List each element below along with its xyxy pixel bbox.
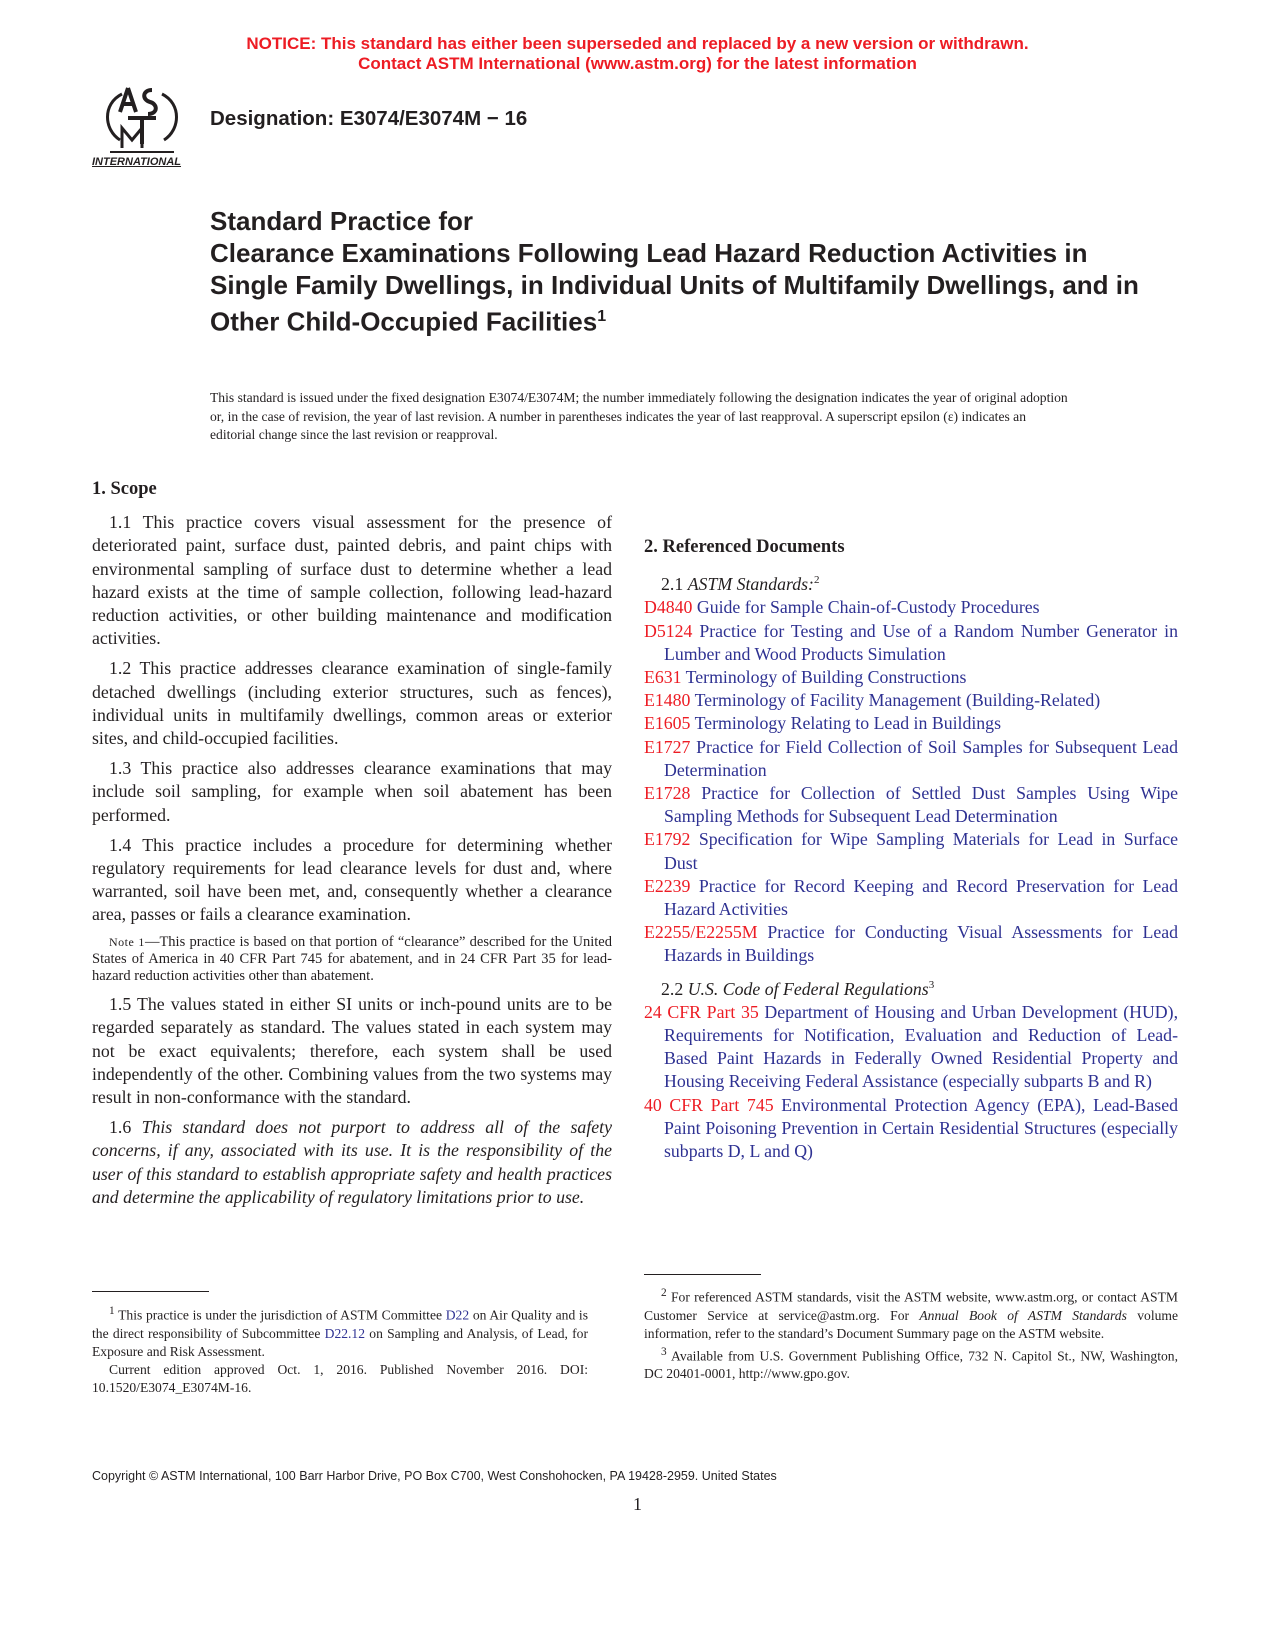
issued-statement: This standard is issued under the fixed designation E3074/E3074M; the number immediately following the designation indicates the year of original adoption or, in the case of revision, the year of last revision. A number in parentheses indicates the year of last reapproval. A superscript epsilon (ε) indicates an editorial change since the last revision or reapproval. <box>210 390 1068 442</box>
footnote-1-part-a: This practice is under the jurisdiction of ASTM Committee <box>118 1307 443 1323</box>
scope-1-6-num: 1.6 <box>109 1117 132 1138</box>
title-line-2: Clearance Examinations Following Lead Hazard Reduction Activities in Single Family Dwellings, in Individual Units of Multifamily Dwellings, and in Other Child-Occupied Facilities <box>210 238 1139 337</box>
reference-code: E2255/E2255M <box>644 922 758 943</box>
footnote-2-italic: Annual Book of ASTM Standards <box>919 1307 1127 1323</box>
reference-item[interactable] <box>644 689 1178 712</box>
astm-reference-list <box>644 596 1178 967</box>
reference-title: Practice for Field Collection of Soil Samples for Subsequent Lead Determination <box>664 736 1178 780</box>
sub1-mark: 2 <box>813 574 820 587</box>
astm-standards-subheading <box>644 569 1178 596</box>
sub2-num: 2.2 <box>661 978 684 999</box>
scope-1-1: 1.1 This practice covers visual assessment for the presence of deteriorated paint, surface dust, painted debris, and paint chips with environmental sampling of surface dust to determine whether a lead hazard exists at the time of sample collection, following lead-hazard reduction activities, or other building maintenance and modification activities. <box>92 512 612 649</box>
reference-title: Terminology of Facility Management (Building-Related) <box>694 690 1101 711</box>
reference-code: 40 CFR Part 745 <box>644 1094 774 1115</box>
reference-code: 24 CFR Part 35 <box>644 1001 759 1022</box>
right-column <box>644 536 1178 1163</box>
footnote-1 <box>92 1302 588 1361</box>
copyright-line: Copyright © ASTM International, 100 Barr Harbor Drive, PO Box C700, West Conshohocken, PA 19428-2959. United States <box>92 1469 777 1483</box>
footnote-rule-left <box>92 1291 209 1292</box>
scope-1-6 <box>92 1116 612 1209</box>
footnote-rule-right <box>644 1274 761 1275</box>
sub2-title: U.S. Code of Federal Regulations <box>687 978 929 999</box>
reference-title: Practice for Record Keeping and Record Preservation for Lead Hazard Activities <box>664 875 1179 919</box>
footnote-3-text: Available from U.S. Government Publishing Office, 732 N. Capitol St., NW, Washington, DC 20401-0001, http://www.gpo.gov. <box>644 1348 1178 1382</box>
scope-heading: 1. Scope <box>92 479 157 499</box>
footnote-2-part-b: volume information, refer to the standard’s Document Summary page on the ASTM website. <box>644 1307 1178 1341</box>
reference-item[interactable] <box>644 875 1178 921</box>
reference-title: Specification for Wipe Sampling Materials for Lead in Surface Dust <box>664 829 1179 873</box>
reference-item[interactable] <box>644 1094 1178 1164</box>
notice-line-2: Contact ASTM International (www.astm.org) for the latest information <box>358 54 917 73</box>
left-column <box>92 478 612 1216</box>
supersede-notice <box>0 34 1275 74</box>
scope-1-6-text: This standard does not purport to address all of the safety concerns, if any, associated with its use. It is the responsibility of the user of this standard to establish appropriate safety and health practices and determine the applicability of regulatory limitations prior to use. <box>92 1117 612 1207</box>
footnote-2 <box>644 1284 1178 1343</box>
reference-code: D5124 <box>644 620 693 641</box>
reference-item[interactable] <box>644 596 1178 619</box>
footnote-1-mark: 1 <box>109 1305 115 1317</box>
note-text: —This practice is based on that portion of “clearance” described for the United States of America in 40 CFR Part 745 for abatement, and in 24 CFR Part 35 for lead-hazard reduction activities other than abatement. <box>92 933 612 985</box>
footnote-3 <box>644 1343 1178 1384</box>
notice-line-1: NOTICE: This standard has either been superseded and replaced by a new version or withdrawn. <box>246 34 1029 53</box>
reference-title: Department of Housing and Urban Development (HUD), Requirements for Notification, Evaluation and Reduction of Lead-Based Paint Hazards in Federally Owned Residential Property and Housing Receiving Federal Assistance (especially subparts B and R) <box>664 1001 1179 1092</box>
page-number: 1 <box>633 1494 642 1514</box>
footnote-2-part-a: For referenced ASTM standards, visit the ASTM website, www.astm.org, or contact ASTM Customer Service at service@astm.org. For <box>644 1289 1178 1323</box>
subcommittee-link[interactable]: D22.12 <box>324 1325 366 1341</box>
footnotes-right <box>644 1284 1178 1384</box>
scope-1-4: 1.4 This practice includes a procedure for determining whether regulatory requirements for lead clearance levels for dust and, where warranted, soil have been met, and, consequently whether a clearance area, passes or fails a clearance examination. <box>92 834 612 925</box>
reference-code: E1792 <box>644 829 691 850</box>
reference-code: D4840 <box>644 597 693 618</box>
reference-item[interactable] <box>644 828 1178 874</box>
reference-item[interactable] <box>644 1001 1178 1094</box>
scope-1-3: 1.3 This practice also addresses clearance examinations that may include soil sampling, for example when soil abatement has been performed. <box>92 758 612 825</box>
logo-text: INTERNATIONAL <box>92 156 182 168</box>
title-main <box>210 237 1170 338</box>
title-line-1: Standard Practice for <box>210 206 473 236</box>
reference-code: E2239 <box>644 875 691 896</box>
sub2-mark: 3 <box>928 978 935 991</box>
reference-code: E631 <box>644 666 682 687</box>
sub1-num: 2.1 <box>661 574 684 595</box>
reference-code: E1727 <box>644 736 691 757</box>
reference-code: E1728 <box>644 782 691 803</box>
reference-item[interactable] <box>644 620 1178 666</box>
designation: Designation: E3074/E3074M − 16 <box>210 107 528 130</box>
footnote-1-edition: Current edition approved Oct. 1, 2016. Published November 2016. DOI: 10.1520/E3074_E3074M-16. <box>92 1361 588 1395</box>
scope-1-5: 1.5 The values stated in either SI units or inch-pound units are to be regarded separately as standard. The values stated in each system may not be exact equivalents; therefore, each system shall be used independently of the other. Combining values from the two systems may result in non-conformance with the standard. <box>92 994 612 1108</box>
cfr-subheading <box>644 974 1178 1001</box>
reference-title: Terminology of Building Constructions <box>685 666 967 687</box>
sub1-title: ASTM Standards: <box>687 574 814 595</box>
title-footnote-mark: 1 <box>597 308 607 325</box>
footnote-1-part-b: on Air Quality and is the direct responsibility of Subcommittee <box>92 1307 588 1341</box>
astm-logo <box>92 82 192 174</box>
footnote-3-mark: 3 <box>661 1345 667 1358</box>
footnote-2-mark: 2 <box>661 1287 667 1299</box>
reference-title: Guide for Sample Chain-of-Custody Procedures <box>696 597 1040 618</box>
reference-title: Practice for Conducting Visual Assessments for Lead Hazards in Buildings <box>664 922 1178 966</box>
reference-title: Environmental Protection Agency (EPA), Lead-Based Paint Poisoning Prevention in Certain Residential Structures (especially subparts D, L and Q) <box>664 1094 1179 1161</box>
note-label: Note 1 <box>109 934 145 949</box>
reference-title: Practice for Testing and Use of a Random Number Generator in Lumber and Wood Products Simulation <box>664 620 1178 664</box>
reference-code: E1480 <box>644 690 691 711</box>
reference-item[interactable] <box>644 712 1178 735</box>
reference-code: E1605 <box>644 713 691 734</box>
reference-item[interactable] <box>644 782 1178 828</box>
reference-item[interactable] <box>644 921 1178 967</box>
cfr-reference-list <box>644 1001 1178 1163</box>
committee-link[interactable]: D22 <box>445 1307 470 1323</box>
document-title <box>210 205 1170 338</box>
reference-item[interactable] <box>644 666 1178 689</box>
footnote-1-part-c: on Sampling and Analysis, of Lead, for Exposure and Risk Assessment. <box>92 1325 589 1359</box>
referenced-heading: 2. Referenced Documents <box>644 537 845 557</box>
scope-note-1 <box>92 934 612 986</box>
scope-1-2: 1.2 This practice addresses clearance examination of single-family detached dwellings (including exterior structures, such as fences), individual units in multifamily dwellings, common areas or exterior sites, and child-occupied facilities. <box>92 658 612 749</box>
reference-title: Terminology Relating to Lead in Buildings <box>694 713 1001 734</box>
footnotes-left <box>92 1302 588 1397</box>
reference-item[interactable] <box>644 736 1178 782</box>
reference-title: Practice for Collection of Settled Dust Samples Using Wipe Sampling Methods for Subsequent Lead Determination <box>664 782 1178 827</box>
